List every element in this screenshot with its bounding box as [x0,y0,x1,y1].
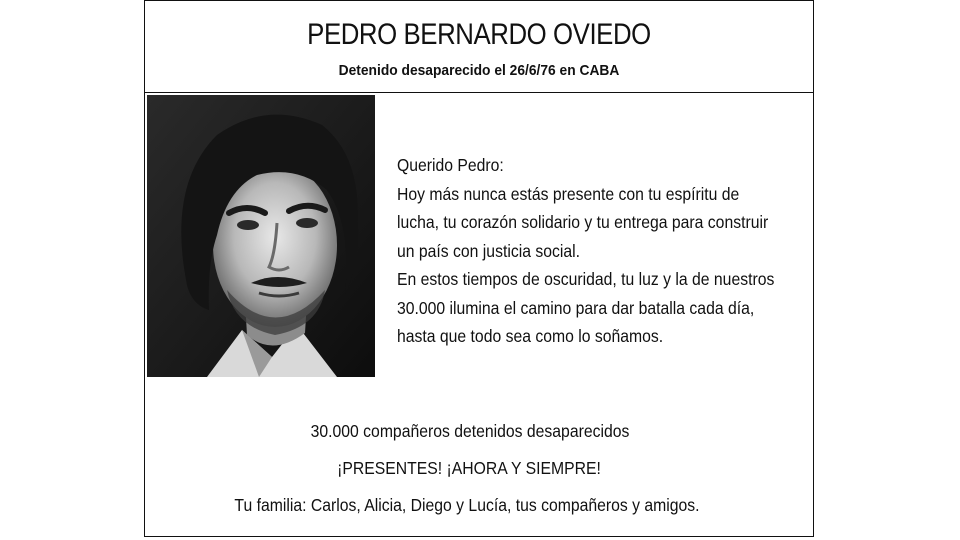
closing-line-desaparecidos: 30.000 compañeros detenidos desaparecidos [310,421,630,441]
portrait-photo [147,95,375,377]
portrait-photo-drawing [147,95,375,377]
memorial-notice [144,0,814,537]
letter-line: En estos tiempos de oscuridad, tu luz y la de nuestros [397,269,775,289]
closing-line-familia: Tu familia: Carlos, Alicia, Diego y Lucía, tus compañeros y amigos. [234,495,700,515]
letter-text [397,151,775,351]
letter-line: un país con justicia social. [397,240,580,261]
notice-header [145,1,813,93]
letter-line: 30.000 ilumina el camino para dar batalla cada día, [397,297,755,318]
letter-line: hasta que todo sea como lo soñamos. [397,326,664,346]
letter-line: lucha, tu corazón solidario y tu entrega para construir [397,212,769,232]
notice-title: PEDRO BERNARDO OVIEDO [307,18,651,51]
letter-line: Hoy más nunca estás presente con tu espíritu de [397,183,740,204]
letter-line: Querido Pedro: [397,155,504,175]
notice-subtitle: Detenido desaparecido el 26/6/76 en CABA [338,62,620,79]
closing-line-presentes: ¡PRESENTES! ¡AHORA Y SIEMPRE! [337,458,601,478]
